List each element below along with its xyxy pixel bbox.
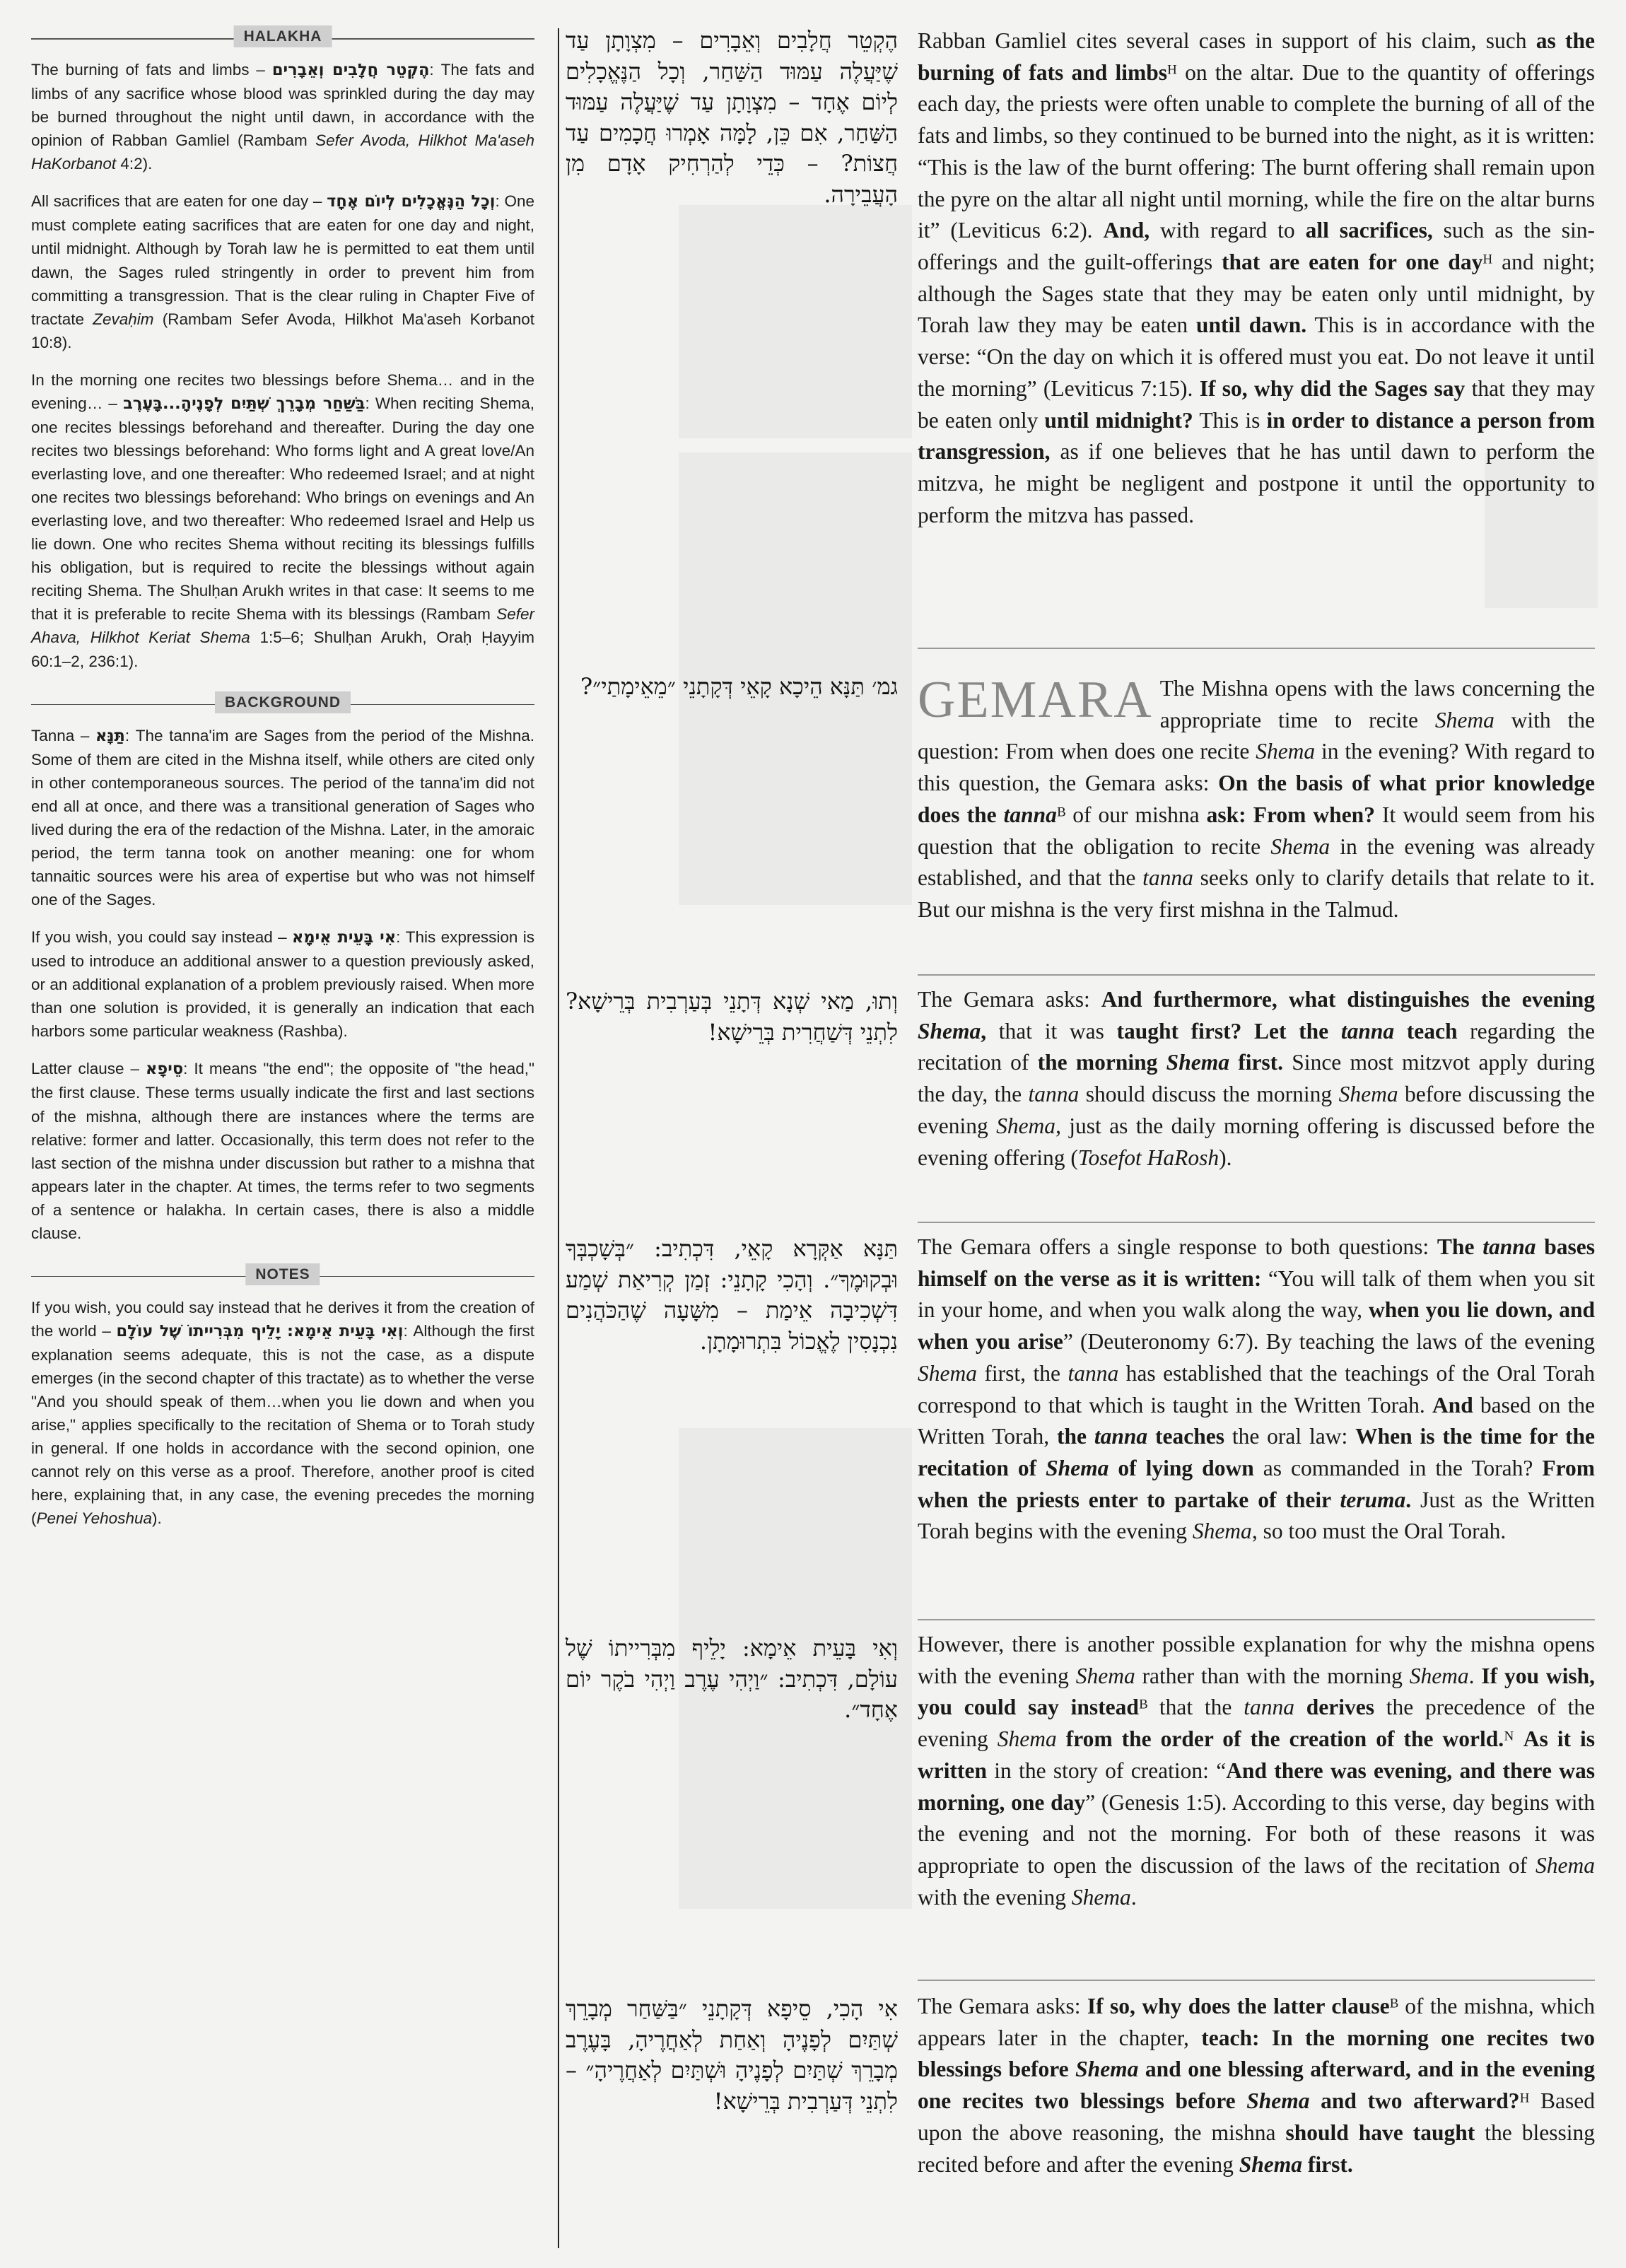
text-run [1482,1234,1536,1259]
text-run: , so too must the Oral Torah. [1251,1519,1507,1544]
background-notes [31,724,534,1245]
text-run: Shema [1434,707,1495,732]
text-run [1075,2057,1138,2081]
text-run: If so, why did the Sages say [1199,375,1466,401]
text-run: with the question: From when does one recite [918,707,1595,764]
halakha-note [31,189,534,353]
text-run [1340,1487,1405,1512]
hebrew-passage-6: אִי הָכִי, סֵיפָא דְּקָתָנֵי ״בַּשַּׁחַר מְבָרֵךְ שְׁתַּיִם לְפָנֶיהָ וְאַחַת לְאַחֲרֶיהָ, בָּעֶרֶב מְבָרֵךְ שְׁתַּיִם לְפָנֶיהָ וּשְׁתַּיִם לְאַחֲרֶיהָ״ – לִתְנֵי דְּעַרְבִית בְּרֵישָׁא! [566,1995,898,2115]
notes-header [31,1259,534,1290]
text-run: , just as the daily morning offering is discussed before the evening offering ( [918,1113,1595,1170]
note-title: If you wish, you could say instead – [31,928,292,947]
text-run: and one blessing afterward, and in the evening one recites two blessings before [918,2057,1595,2114]
note-hebrew-term: הֶקְטֵר חֲלָבִים וְאֵבָרִים [271,61,430,79]
show-through-shade [679,205,912,438]
english-paragraph-1 [918,25,1595,532]
text-run: with the evening [918,1884,1072,1910]
note-title: The burning of fats and limbs – [31,61,272,78]
text-run: ᴺ [1504,1726,1523,1752]
text-run: teruma [1340,1487,1406,1512]
text-run: “You will talk of them when you sit in your home, and when you walk along the way, [918,1265,1596,1323]
text-run: On the basis of what prior knowledge does the [918,771,1596,827]
note-text [31,925,534,1043]
halakha-notes [31,58,534,673]
text-run: taught first? Let the [1116,1018,1341,1044]
paragraph-separator [918,1619,1595,1620]
text-run: the precedence of the evening [918,1695,1595,1752]
text-run: And there was evening, and there was morning, one day [918,1758,1595,1815]
text-run: The Mishna opens with the laws concerning the appropriate time to recite [1159,676,1595,732]
note-hebrew-term: וְאִי בָּעֵית אֵימָא: יָלֵיף מִבְּרִייתוֹ שֶׁל עוֹלָם [116,1321,404,1340]
text-run: If you wish, you could say instead [918,1663,1595,1720]
text-run: As it is written [918,1726,1595,1783]
text-run [1341,1019,1394,1044]
background-note [31,724,534,912]
text-run: teach [1394,1018,1458,1044]
paragraph-text [918,1629,1595,1913]
text-run: as commanded in the Torah? [1253,1456,1543,1481]
text-run: The Gemara offers a single response to both questions: [918,1234,1437,1259]
note-body: : Although the first explanation seems adequate, this is not the case, as a dispute emerges (in the second chapter of this tractate) as to whether the verse "And you should speak of them…when you lie down and when you arise," applies specifically to the recitation of Shema or to Torah study in general. If one holds in accordance with the second opinion, one cannot rely on this verse as a proof. Therefore, another proof is cited here, explaining that, in any case, the evening precedes the morning ( [31,1321,534,1528]
text-run: ᴮ of the mishna, which appears later in the chapter, [918,1994,1595,2050]
text-run: The Gemara asks: [918,987,1101,1012]
paragraph-text [918,1991,1595,2180]
paragraph-separator [918,974,1595,976]
hebrew-passage-5: וְאִי בָּעֵית אֵימָא: יָלֵיף מִבְּרִייתוֹ שֶׁל עוֹלָם, דִּכְתִיב: ״וַיְהִי עֶרֶב וַיְהִי בֹקֶר יוֹם אֶחָד״. [566,1635,898,1724]
paragraph-text [918,984,1595,1174]
notes-label: NOTES [245,1263,320,1285]
text-run: . [1130,1884,1137,1910]
text-run: And [1432,1392,1473,1418]
text-run: all sacrifices, [1305,218,1433,243]
text-run [1246,2088,1309,2113]
text-run: Shema [1239,2151,1303,2177]
note-text [31,189,534,353]
text-run [1294,1695,1306,1719]
text-run: Just as the Written Torah begins with the evening [918,1487,1595,1544]
text-run: the [1056,1424,1094,1449]
text-run: Shema [1192,1519,1252,1544]
text-run: Rabban Gamliel cites several cases in support of his claim, such [918,28,1536,53]
hebrew-passage-2: גמ׳ תַּנָּא הֵיכָא קָאֵי דְּקָתָנֵי ״מֵאֵימָתַי״? [580,673,898,700]
text-run: Shema [1338,1082,1398,1107]
note-hebrew-term: תַּנָּא [95,726,125,745]
text-run: Shema [1256,739,1316,764]
note-tail: 1:5–6; Shulḥan Arukh, Oraḥ Ḥayyim 60:1–2, 236:1). [31,629,534,670]
note-body: : When reciting Shema, one recites blessings beforehand and thereafter. During the day one recites two blessings beforehand: Who forms light and A great love/An everlasting love, and one thereafter: Who redeemed Israel; and at night one recites two blessings beforehand: Who brings on evenings and An everlasting love, and two thereafter: Who redeemed Israel and Help us lie down. One who recites Shema without reciting its blessings fulfills his obligation, but is required to recite the blessings without again reciting Shema. The Shulḥan Arukh writes in that case: It seems to me that it is preferable to recite Shema with its blessings (Rambam [31,394,534,624]
text-run: teach: In the morning one recites two blessings before [918,2025,1595,2082]
text-run: that they may be eaten only [918,375,1596,433]
text-run: ᴮ of our mishna [1056,802,1207,827]
text-run: tanna [1003,802,1057,827]
text-run: first. [1302,2151,1353,2177]
note-title: All sacrifices that are eaten for one day – [31,192,327,211]
note-body: : This expression is used to introduce an additional answer to a question previously asked, or an additional explanation of a problem previously raised. When more than one solution is provided, it is generally an indication that each harbors some particular weakness (Rashba). [31,928,535,1041]
note-citation: Sefer Avoda, Hilkhot Ma'aseh HaKorbanot [31,131,534,173]
text-run: teaches [1147,1424,1224,1449]
text-run [1239,2152,1302,2177]
note-title: Latter clause – [31,1060,146,1078]
text-run: the blessing recited before and after the evening [918,2120,1595,2177]
text-run: has established that the teachings of the Oral Torah correspond to that which is taught in the Written Torah. [918,1360,1595,1418]
notes-notes [31,1296,534,1531]
text-run [1094,1424,1147,1449]
text-run: When is the time for the recitation of [918,1424,1596,1481]
paragraph-text [918,25,1595,532]
text-run: tanna [1142,865,1193,891]
text-run: should discuss the morning [1079,1082,1339,1107]
text-run: bases himself on the verse as it is written: [918,1234,1595,1291]
text-run: in the evening was already established, and that the [918,834,1595,891]
english-paragraph-4 [918,1232,1595,1548]
text-run [1004,802,1057,827]
text-run: Shema [1270,834,1330,859]
text-run: . [1468,1663,1482,1688]
background-label: BACKGROUND [215,691,351,713]
text-run: and two afterward? [1309,2088,1520,2114]
text-run: based on the Written Torah, [918,1392,1595,1449]
paragraph-separator [918,1980,1595,1981]
text-run: that are eaten for one day [1221,250,1483,275]
note-tail: ). [152,1509,162,1528]
column-divider [558,28,559,2248]
english-paragraph-3 [918,984,1595,1174]
note-citation: Zevaḥim [93,310,154,328]
note-body: : The tanna'im are Sages from the period of the Mishna. Some of them are cited in the Mishna itself, while others are cited only in other contemporaneous sources. The period of the tanna'im did not end all at once, and there was a transitional generation of Sages who lived during the era of the redaction of the Mishna. Later, in the amoraic period, the term tanna took on another meaning: one for whom tannaitic sources were his area of expertise but who was not himself one of the Sages. [31,726,534,908]
text-run: until dawn. [1195,312,1307,338]
text-run: ” (Genesis 1:5). According to this verse, day begins with the evening and not the morning. For both of these reasons it was appropriate to open the discussion of the laws of the recitation of [918,1789,1595,1878]
note-citation: Sefer Ahava, Hilkhot Keriat Shema [31,605,534,647]
text-run: . [1405,1487,1412,1512]
text-run [1166,1050,1229,1075]
note-hebrew-term: בַּשַּׁחַר מְבָרֵךְ שְׁתַּיִם לְפָנֶיהָ...בָּעֶרֶב [123,394,365,413]
text-run: in order to distance a person from transgression, [918,407,1595,464]
halakha-note [31,58,534,175]
hebrew-passage-1: הֶקְטֵר חֲלָבִים וְאֵבָרִים – מִצְוָתָן עַד שֶׁיַּעֲלֶה עַמּוּד הַשַּׁחַר, וְכָל הַנֶּאֱכָלִים לְיוֹם אֶחָד – מִצְוָתָן עַד שֶׁיַּעֲלֶה עַמּוּד הַשַּׁחַר, אִם כֵּן, לָמָּה אָמְרוּ חֲכָמִים עַד חֲצוֹת? – כְּדֵי לְהַרְחִיק אָדָם מִן הָעֲבֵירָה. [566,27,898,208]
note-title: Tanna – [31,726,95,744]
text-run: the oral law: [1224,1424,1356,1449]
text-run: seeks only to clarify details that relate to it. But our mishna is the very first mishna in the Talmud. [918,865,1595,923]
text-run: derives [1306,1695,1374,1720]
english-paragraph-6 [918,1991,1595,2180]
text-run: Shema [1075,1663,1135,1688]
text-run: This is [1193,407,1267,433]
text-run [918,1019,981,1044]
text-run: tanna [1028,1082,1080,1107]
halakha-note [31,368,534,673]
note-title: In the morning one recites two blessings before Shema… and in the evening… – [31,370,534,412]
text-run: ᴴ Based upon the above reasoning, the mishna [918,2088,1596,2145]
text-run: Shema [996,1113,1056,1138]
note-text [31,724,534,912]
note-tail: 4:2). [116,155,153,173]
notes-note [31,1296,534,1531]
note-text [31,58,534,175]
text-run: of lying down [1109,1456,1254,1481]
note-body: : It means "the end"; the opposite of "the head," the first clause. These terms usually indicate the first and last sections of the mishna, although there are instances where the terms are relative: former and latter. Occasionally, this term does not refer to the last section of the mishna under discussion but rather to a mishna that appears later in the chapter. At times, the terms refer to two segments of a sentence or halakha. In certain cases, there is also a middle clause. [31,1060,535,1242]
text-run: when you lie down, and when you arise [918,1297,1595,1355]
paragraph-separator [918,648,1595,649]
text-run: until midnight? [1044,407,1193,433]
note-body: : One must complete eating sacrifices that are eaten for one day and night, until midnight. Although by Torah law he is permitted to eat them until dawn, the Sages ruled stringently in order to prevent him from committing a transgression. That is the clear ruling in Chapter Five of tractate [31,192,535,328]
text-run: in the story of creation: “ [986,1758,1227,1783]
text-run: tanna [1482,1234,1536,1259]
halakha-label: HALAKHA [234,25,332,47]
text-run: ask: From when? [1206,802,1375,827]
text-run: The [1437,1234,1483,1259]
text-run: However, there is another possible explanation for why the mishna opens with the evening [918,1632,1595,1688]
text-run: from the order of the creation of the world. [1065,1726,1504,1752]
text-run: Shema [1075,2057,1139,2082]
note-body: : The fats and limbs of any sacrifice whose blood was sprinkled during the day may be burned throughout the night until dawn, in accordance with the opinion of Rabban Gamliel (Rambam [31,61,534,150]
text-run: Shema [1071,1884,1131,1910]
text-run: Shema [918,1018,981,1044]
text-run: If so, why does the latter clause [1087,1994,1390,2018]
text-run: Shema [1246,2088,1310,2114]
note-tail: (Rambam Sefer Avoda, Hilkhot Ma'aseh Korbanot 10:8). [31,310,535,351]
text-run: should have taught [1285,2120,1475,2145]
text-run: tanna [1094,1424,1148,1449]
paragraph-separator [918,1222,1595,1223]
text-run: the morning [1037,1050,1166,1075]
note-hebrew-term: וְכָל הַנֶּאֱכָלִים לְיוֹם אֶחָד [327,192,496,211]
hebrew-passage-4: תַּנָּא אַקְּרָא קָאֵי, דִּכְתִיב: ״בְּשָׁכְבְּךָ וּבְקוּמֶךָ״. וְהָכִי קָתָנֵי: זְמַן קְרִיאַת שְׁמַע דִּשְׁכִיבָה אֵימַת – מִשָּׁעָה שֶׁהַכֹּהֲנִים נִכְנָסִין לֶאֱכוֹל בִּתְרוּמָתָן. [566,1235,898,1355]
note-citation: Penei Yehoshua [36,1509,152,1528]
text-run: Shema [997,1726,1057,1752]
text-run: such as the sin-offerings and the guilt-offerings [918,218,1595,275]
text-run: Shema [1046,1456,1109,1481]
text-run: tanna [1340,1018,1395,1044]
background-note [31,1057,534,1245]
text-run: as the burning of fats and limbs [918,28,1595,85]
text-run: This is in accordance with the verse: “On the day on which it is offered must you eat. Do not leave it until the morning” (Leviticus 7:15). [918,312,1596,401]
text-run: And, [1103,218,1150,243]
text-run: tanna [1244,1695,1294,1720]
note-hebrew-term: סֵיפָא [146,1060,184,1079]
text-run: Since most mitzvot apply during the day, the [918,1050,1595,1107]
text-run: Shema [1166,1050,1229,1075]
text-run: rather than with the morning [1135,1663,1410,1688]
note-title: If you wish, you could say instead that he derives it from the creation of the world – [31,1298,534,1340]
background-header [31,687,534,718]
text-run: first, the [976,1360,1068,1386]
hebrew-passage-3: וְתוּ, מַאי שְׁנָא דְּתָנֵי בְּעַרְבִית בְּרֵישָׁא? לִתְנֵי דְּשַׁחֲרִית בְּרֵישָׁא! [566,988,898,1046]
text-run: Tosefot HaRosh [1077,1145,1220,1170]
text-run: ). [1219,1145,1232,1170]
text-run: Shema [1409,1663,1469,1688]
text-run: in the evening? With regard to this question, the Gemara asks: [918,739,1595,796]
halakha-header [31,21,534,52]
paragraph-text [918,1232,1595,1548]
text-run: Shema [1536,1853,1595,1878]
text-run: From when the priests enter to partake of their [918,1456,1595,1512]
text-run: regarding the recitation of [918,1018,1595,1075]
note-hebrew-term: אִי בָּעֵית אֵימָא [291,928,397,947]
text-run: ᴮ that the [1138,1695,1244,1720]
text-run: , [981,1018,987,1044]
english-paragraph-5 [918,1629,1595,1913]
text-run: And furthermore, what distinguishes the evening [1101,987,1595,1012]
text-run [1046,1456,1109,1480]
note-text [31,1057,534,1245]
text-run: ᴴ and night; although the Sages state that they may be eaten only until midnight, by Torah law they may be eaten [918,250,1595,338]
text-run: The Gemara asks: [918,1994,1087,2018]
text-run: before discussing the evening [918,1082,1595,1138]
margin-notes-column [31,21,534,1545]
background-note [31,925,534,1043]
text-run [1057,1726,1066,1751]
text-run: tanna [1068,1360,1119,1386]
gemara-heading: GEMARA [918,671,1153,729]
text-run: with regard to [1150,218,1306,243]
note-text [31,1296,534,1531]
english-paragraph-2 [918,673,1595,926]
text-run: ” (Deuteronomy 6:7). By teaching the laws of the evening [1063,1329,1595,1355]
text-run: Shema [918,1360,977,1386]
text-run: that it was [986,1018,1117,1044]
text-run: first. [1229,1050,1284,1075]
text-run: ᴴ on the altar. Due to the quantity of offerings each day, the priests were often unable to complete the burning of all of the fats and limbs, so they continued to be burned into the night, as it is written: “This is the law of the burnt offering: The burnt offering shall remain upon the pyre on the altar all night until morning, while the fire on the altar burns it” (Leviticus 6:2). [918,59,1595,243]
text-run: as if one believes that he has until dawn to perform the mitzva, he might be negligent and postpone it until the opportunity to perform the mitzva has passed. [918,439,1595,527]
text-run: It would seem from his question that the obligation to recite [918,802,1596,859]
note-text [31,368,534,673]
